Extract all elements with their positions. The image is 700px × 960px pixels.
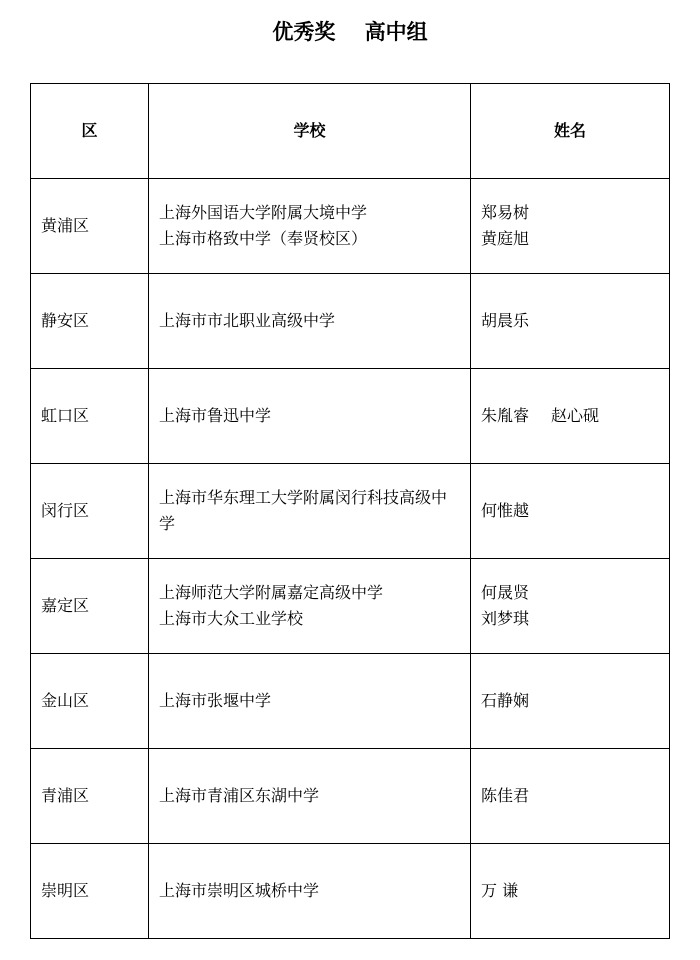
name-cell [471, 559, 670, 654]
district-cell: 虹口区 [31, 369, 149, 464]
student-name: 赵心砚 [551, 406, 600, 425]
table-row [31, 274, 670, 369]
name-cell [471, 369, 670, 464]
school-cell [149, 749, 471, 844]
district-cell: 崇明区 [31, 844, 149, 939]
table-row [31, 844, 670, 939]
table-row [31, 369, 670, 464]
school-cell [149, 179, 471, 274]
school-cell [149, 654, 471, 749]
table-row [31, 559, 670, 654]
school-name: 上海市青浦区东湖中学 [159, 786, 320, 805]
table-row [31, 749, 670, 844]
student-name: 郑易树 [481, 203, 530, 222]
name-cell [471, 844, 670, 939]
school-name: 上海市格致中学（奉贤校区） [159, 229, 368, 248]
page-title: 优秀奖 高中组 [272, 19, 428, 44]
table-row [31, 179, 670, 274]
student-name: 黄庭旭 [481, 229, 530, 248]
student-name: 朱胤睿 [481, 406, 530, 425]
school-name: 上海市张堰中学 [159, 691, 272, 710]
school-name: 上海市崇明区城桥中学 [159, 881, 320, 900]
name-cell [471, 464, 670, 559]
school-cell [149, 274, 471, 369]
name-cell [471, 274, 670, 369]
school-name: 上海师范大学附属嘉定高级中学 [159, 583, 384, 602]
school-name: 上海市市北职业高级中学 [159, 311, 336, 330]
district-cell: 嘉定区 [31, 559, 149, 654]
student-name: 万 谦 [481, 881, 519, 900]
district-cell: 金山区 [31, 654, 149, 749]
student-name: 胡晨乐 [481, 311, 530, 330]
table-row [31, 464, 670, 559]
header-district: 区 [31, 84, 149, 179]
student-name: 刘梦琪 [481, 609, 530, 628]
name-cell [471, 654, 670, 749]
school-cell [149, 559, 471, 654]
school-name: 上海市大众工业学校 [159, 609, 304, 628]
student-name: 石静娴 [481, 691, 530, 710]
student-name: 陈佳君 [481, 786, 530, 805]
school-name: 上海市鲁迅中学 [159, 406, 272, 425]
school-name: 上海外国语大学附属大境中学 [159, 203, 368, 222]
name-cell [471, 749, 670, 844]
district-cell: 静安区 [31, 274, 149, 369]
district-cell: 闵行区 [31, 464, 149, 559]
district-cell: 青浦区 [31, 749, 149, 844]
header-school: 学校 [149, 84, 471, 179]
student-name: 何晟贤 [481, 583, 530, 602]
school-cell [149, 844, 471, 939]
table-row [31, 654, 670, 749]
awards-table [30, 83, 670, 939]
school-cell [149, 369, 471, 464]
student-name: 何惟越 [481, 501, 530, 520]
name-cell [471, 179, 670, 274]
table-header-row [31, 84, 670, 179]
header-name: 姓名 [471, 84, 670, 179]
district-cell: 黄浦区 [31, 179, 149, 274]
school-cell [149, 464, 471, 559]
school-name: 上海市华东理工大学附属闵行科技高级中学 [159, 488, 448, 533]
